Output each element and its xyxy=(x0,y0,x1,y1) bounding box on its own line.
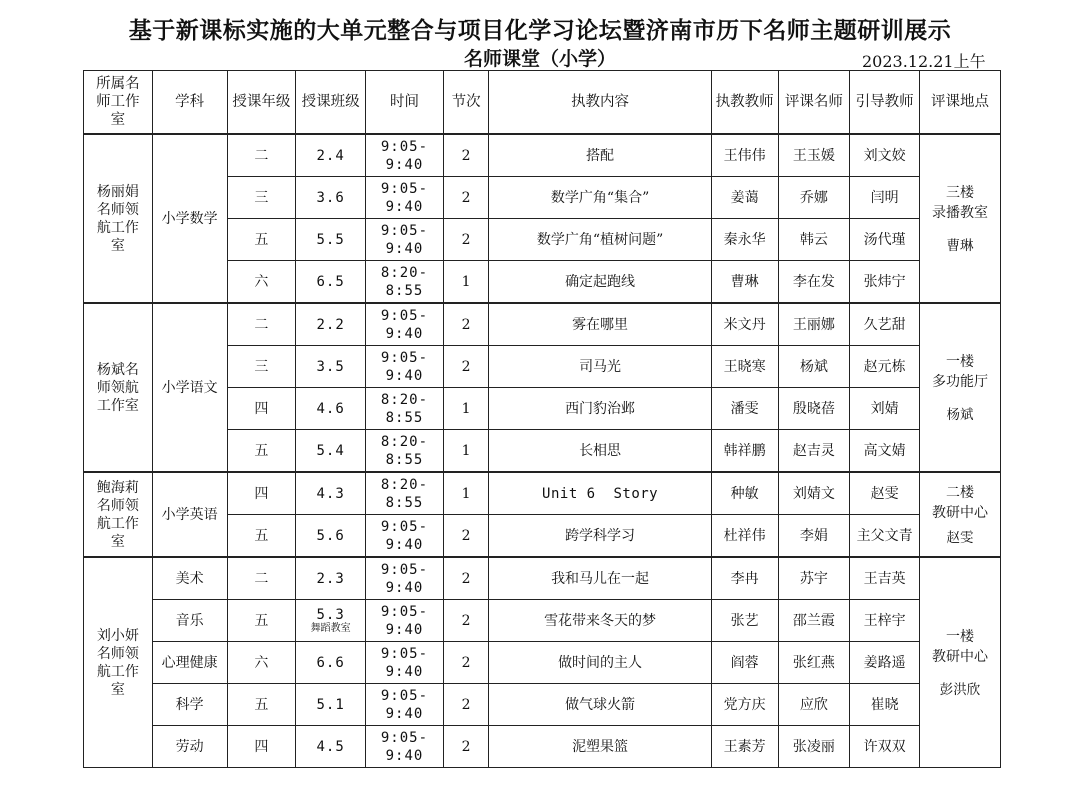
location-cell xyxy=(920,472,1001,557)
reviewer-cell: 李娟 xyxy=(778,515,850,558)
header-time: 时间 xyxy=(366,71,444,135)
guide-cell: 主父文青 xyxy=(850,515,920,558)
class-cell xyxy=(296,600,366,642)
time-cell: 9:05-9:40 xyxy=(366,219,444,261)
period-cell: 2 xyxy=(443,219,488,261)
teacher-cell: 阎蓉 xyxy=(711,642,778,684)
grade-cell: 二 xyxy=(227,134,296,177)
date-label: 2023.12.21上午 xyxy=(862,52,986,71)
location-teacher: 赵雯 xyxy=(946,529,974,546)
location-teacher: 彭洪欣 xyxy=(939,681,981,698)
class-cell: 2.3 xyxy=(296,557,366,600)
studio-line: 鲍海莉 xyxy=(96,479,139,496)
period-cell: 1 xyxy=(443,388,488,430)
class-cell: 4.3 xyxy=(296,472,366,515)
class-cell: 6.5 xyxy=(296,261,366,304)
period-cell: 2 xyxy=(443,642,488,684)
header-period: 节次 xyxy=(443,71,488,135)
period-cell: 2 xyxy=(443,515,488,558)
studio-cell xyxy=(84,557,153,768)
time-cell: 9:05-9:40 xyxy=(366,177,444,219)
teacher-cell: 种敏 xyxy=(711,472,778,515)
grade-cell: 六 xyxy=(227,642,296,684)
location-teacher: 曹琳 xyxy=(946,237,974,254)
grade-cell: 二 xyxy=(227,303,296,346)
reviewer-cell: 杨斌 xyxy=(778,346,850,388)
content-cell: 数学广角“集合” xyxy=(489,177,711,219)
teacher-cell: 潘雯 xyxy=(711,388,778,430)
guide-cell: 刘婧 xyxy=(850,388,920,430)
class-cell: 6.6 xyxy=(296,642,366,684)
studio-cell xyxy=(84,303,153,472)
location-line: 教研中心 xyxy=(932,504,989,521)
header-location: 评课地点 xyxy=(920,71,1001,135)
teacher-cell: 党方庆 xyxy=(711,684,778,726)
grade-cell: 五 xyxy=(227,600,296,642)
grade-cell: 二 xyxy=(227,557,296,600)
time-cell: 9:05-9:40 xyxy=(366,134,444,177)
reviewer-cell: 苏宇 xyxy=(778,557,850,600)
reviewer-cell: 李在发 xyxy=(778,261,850,304)
content-cell: 搭配 xyxy=(489,134,711,177)
guide-cell: 王吉英 xyxy=(850,557,920,600)
studio-line: 工作室 xyxy=(96,397,139,414)
studio-line: 名师领 xyxy=(96,201,139,218)
studio-line: 名师领 xyxy=(96,497,139,514)
table-row xyxy=(84,684,1001,726)
guide-cell: 高文婧 xyxy=(850,430,920,473)
reviewer-cell: 刘婧文 xyxy=(778,472,850,515)
location-line: 教研中心 xyxy=(932,648,989,665)
time-cell: 9:05-9:40 xyxy=(366,726,444,768)
studio-line: 名师领 xyxy=(96,645,139,662)
class-cell: 3.6 xyxy=(296,177,366,219)
location-line: 一楼 xyxy=(946,353,975,370)
class-cell: 4.6 xyxy=(296,388,366,430)
grade-cell: 四 xyxy=(227,388,296,430)
studio-cell xyxy=(84,134,153,303)
period-cell: 2 xyxy=(443,684,488,726)
time-cell: 9:05-9:40 xyxy=(366,557,444,600)
teacher-cell: 王伟伟 xyxy=(711,134,778,177)
location-teacher: 杨斌 xyxy=(946,406,974,423)
guide-cell: 姜路遥 xyxy=(850,642,920,684)
studio-line: 刘小妍 xyxy=(96,627,139,644)
period-cell: 2 xyxy=(443,177,488,219)
class-cell: 2.2 xyxy=(296,303,366,346)
period-cell: 2 xyxy=(443,346,488,388)
studio-cell xyxy=(84,472,153,557)
teacher-cell: 韩祥鹏 xyxy=(711,430,778,473)
studio-line: 师领航 xyxy=(96,379,139,396)
class-cell: 3.5 xyxy=(296,346,366,388)
class-cell: 4.5 xyxy=(296,726,366,768)
header-reviewer: 评课名师 xyxy=(778,71,850,135)
table-row xyxy=(84,642,1001,684)
location-line: 一楼 xyxy=(946,628,975,645)
content-cell: 跨学科学习 xyxy=(489,515,711,558)
studio-line: 杨丽娟 xyxy=(96,183,139,200)
reviewer-cell: 应欣 xyxy=(778,684,850,726)
time-cell: 8:20-8:55 xyxy=(366,472,444,515)
studio-line: 航工作 xyxy=(96,515,139,532)
grade-cell: 五 xyxy=(227,684,296,726)
time-cell: 8:20-8:55 xyxy=(366,261,444,304)
teacher-cell: 曹琳 xyxy=(711,261,778,304)
grade-cell: 四 xyxy=(227,726,296,768)
content-cell: 雪花带来冬天的梦 xyxy=(489,600,711,642)
table-row xyxy=(84,726,1001,768)
class-cell: 5.1 xyxy=(296,684,366,726)
content-cell: 泥塑果篮 xyxy=(489,726,711,768)
grade-cell: 六 xyxy=(227,261,296,304)
location-line: 录播教室 xyxy=(932,204,989,221)
location-cell xyxy=(920,303,1001,472)
class-cell: 5.4 xyxy=(296,430,366,473)
location-line: 多功能厅 xyxy=(932,373,989,390)
reviewer-cell: 韩云 xyxy=(778,219,850,261)
content-cell: 司马光 xyxy=(489,346,711,388)
studio-line: 杨斌名 xyxy=(96,361,139,378)
table-row xyxy=(84,134,1001,177)
content-cell: Unit 6 Story xyxy=(489,472,711,515)
period-cell: 2 xyxy=(443,600,488,642)
guide-cell: 闫明 xyxy=(850,177,920,219)
subject-cell: 心理健康 xyxy=(152,642,227,684)
subject-cell: 劳动 xyxy=(152,726,227,768)
time-cell: 8:20-8:55 xyxy=(366,430,444,473)
location-line: 三楼 xyxy=(946,184,975,201)
time-cell: 9:05-9:40 xyxy=(366,303,444,346)
grade-cell: 四 xyxy=(227,472,296,515)
class-cell: 5.6 xyxy=(296,515,366,558)
time-cell: 9:05-9:40 xyxy=(366,515,444,558)
teacher-cell: 李冉 xyxy=(711,557,778,600)
table-row xyxy=(84,600,1001,642)
location-cell xyxy=(920,557,1001,768)
subject-cell: 美术 xyxy=(152,557,227,600)
page-subtitle: 名师课堂（小学） xyxy=(463,48,616,70)
grade-cell: 五 xyxy=(227,219,296,261)
time-cell: 9:05-9:40 xyxy=(366,346,444,388)
table-row xyxy=(84,472,1001,515)
reviewer-cell: 殷晓蓓 xyxy=(778,388,850,430)
class-room-note: 舞蹈教室 xyxy=(310,622,351,634)
reviewer-cell: 王玉媛 xyxy=(778,134,850,177)
reviewer-cell: 邵兰霞 xyxy=(778,600,850,642)
period-cell: 1 xyxy=(443,430,488,473)
content-cell: 数学广角“植树问题” xyxy=(489,219,711,261)
header-studio xyxy=(84,71,153,135)
time-cell: 9:05-9:40 xyxy=(366,684,444,726)
time-cell: 8:20-8:55 xyxy=(366,388,444,430)
header-subject: 学科 xyxy=(152,71,227,135)
page-title: 基于新课标实施的大单元整合与项目化学习论坛暨济南市历下名师主题研训展示 xyxy=(128,17,952,44)
guide-cell: 刘文姣 xyxy=(850,134,920,177)
teacher-cell: 王晓寒 xyxy=(711,346,778,388)
period-cell: 2 xyxy=(443,303,488,346)
header-teacher: 执教教师 xyxy=(711,71,778,135)
subject-cell: 音乐 xyxy=(152,600,227,642)
subject-cell: 小学数学 xyxy=(152,134,227,303)
table-row xyxy=(84,557,1001,600)
period-cell: 2 xyxy=(443,134,488,177)
guide-cell: 许双双 xyxy=(850,726,920,768)
reviewer-cell: 张凌丽 xyxy=(778,726,850,768)
guide-cell: 汤代瑾 xyxy=(850,219,920,261)
time-cell: 9:05-9:40 xyxy=(366,642,444,684)
class-value: 5.3 xyxy=(316,606,345,623)
subject-cell: 小学语文 xyxy=(152,303,227,472)
header-class: 授课班级 xyxy=(296,71,366,135)
period-cell: 2 xyxy=(443,557,488,600)
studio-line: 室 xyxy=(110,237,125,254)
class-cell: 2.4 xyxy=(296,134,366,177)
teacher-cell: 米文丹 xyxy=(711,303,778,346)
guide-cell: 赵元栋 xyxy=(850,346,920,388)
reviewer-cell: 赵吉灵 xyxy=(778,430,850,473)
grade-cell: 五 xyxy=(227,430,296,473)
schedule-table xyxy=(83,70,1001,768)
class-cell: 5.5 xyxy=(296,219,366,261)
reviewer-cell: 张红燕 xyxy=(778,642,850,684)
teacher-cell: 杜祥伟 xyxy=(711,515,778,558)
teacher-cell: 王素芳 xyxy=(711,726,778,768)
header-content: 执教内容 xyxy=(489,71,711,135)
table-row xyxy=(84,303,1001,346)
period-cell: 2 xyxy=(443,726,488,768)
content-cell: 西门豹治邺 xyxy=(489,388,711,430)
guide-cell: 张炜宁 xyxy=(850,261,920,304)
guide-cell: 崔晓 xyxy=(850,684,920,726)
period-cell: 1 xyxy=(443,472,488,515)
location-cell xyxy=(920,134,1001,303)
reviewer-cell: 王丽娜 xyxy=(778,303,850,346)
grade-cell: 三 xyxy=(227,346,296,388)
header-grade: 授课年级 xyxy=(227,71,296,135)
content-cell: 长相思 xyxy=(489,430,711,473)
content-cell: 做时间的主人 xyxy=(489,642,711,684)
studio-line: 室 xyxy=(110,681,125,698)
period-cell: 1 xyxy=(443,261,488,304)
content-cell: 确定起跑线 xyxy=(489,261,711,304)
header-row xyxy=(84,71,1001,135)
grade-cell: 三 xyxy=(227,177,296,219)
guide-cell: 王梓宇 xyxy=(850,600,920,642)
studio-line: 航工作 xyxy=(96,663,139,680)
teacher-cell: 张艺 xyxy=(711,600,778,642)
content-cell: 雾在哪里 xyxy=(489,303,711,346)
subject-cell: 科学 xyxy=(152,684,227,726)
time-cell: 9:05-9:40 xyxy=(366,600,444,642)
content-cell: 我和马儿在一起 xyxy=(489,557,711,600)
guide-cell: 久艺甜 xyxy=(850,303,920,346)
teacher-cell: 姜蔼 xyxy=(711,177,778,219)
content-cell: 做气球火箭 xyxy=(489,684,711,726)
reviewer-cell: 乔娜 xyxy=(778,177,850,219)
header-guide: 引导教师 xyxy=(850,71,920,135)
subject-cell: 小学英语 xyxy=(152,472,227,557)
guide-cell: 赵雯 xyxy=(850,472,920,515)
teacher-cell: 秦永华 xyxy=(711,219,778,261)
studio-line: 室 xyxy=(110,533,125,550)
grade-cell: 五 xyxy=(227,515,296,558)
header-studio-label: 所属名师工作室 xyxy=(96,76,140,128)
studio-line: 航工作 xyxy=(96,219,139,236)
location-line: 二楼 xyxy=(946,484,975,501)
